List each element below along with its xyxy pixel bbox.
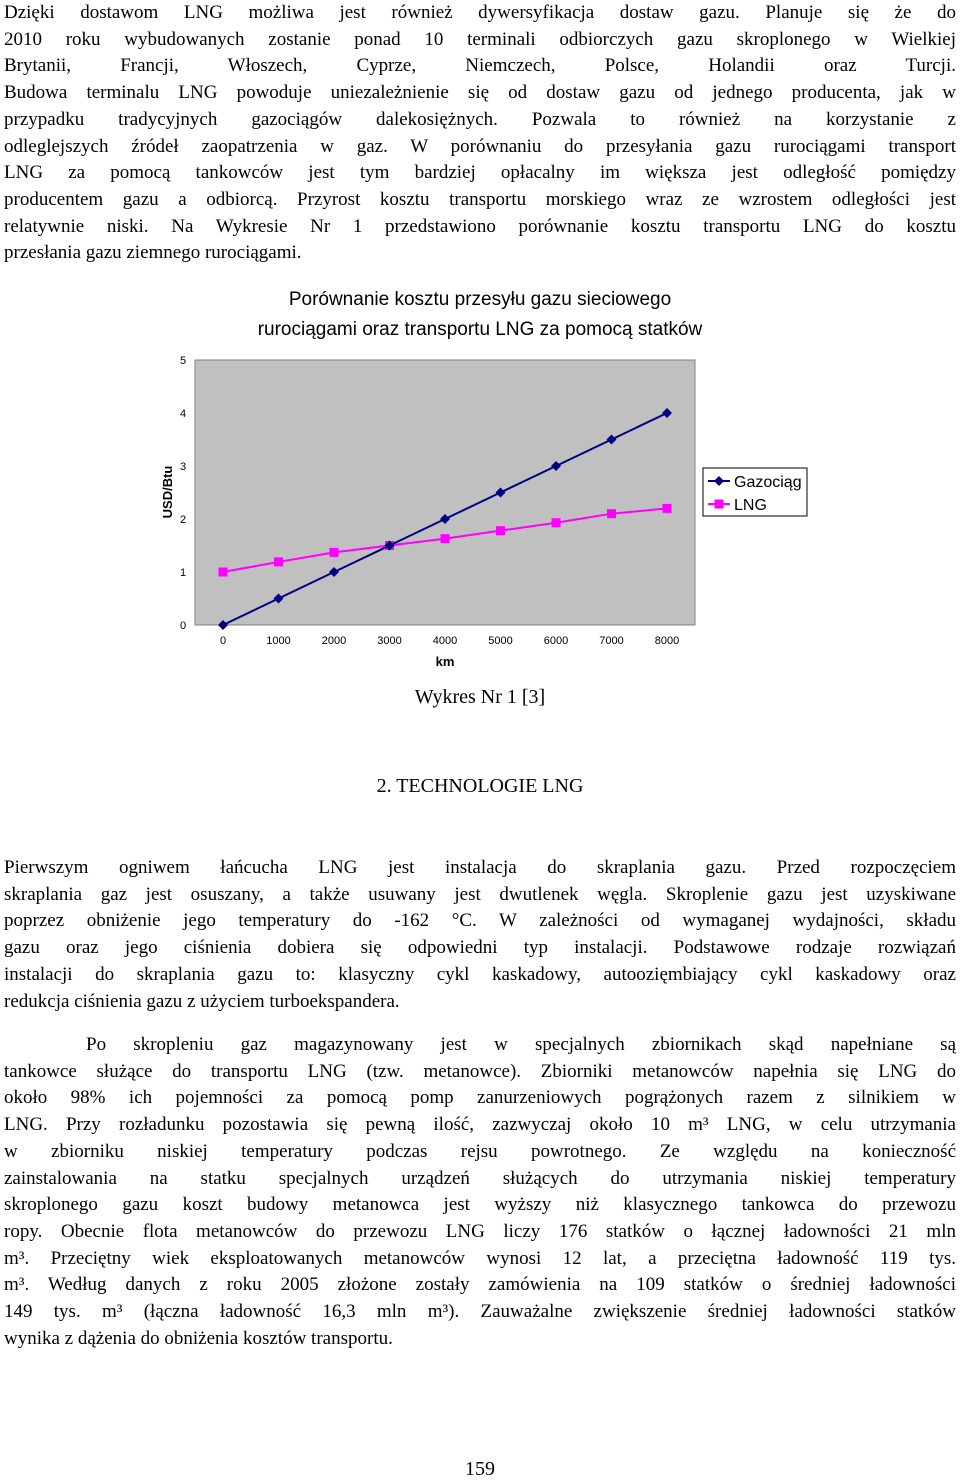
lng-series-point xyxy=(274,557,283,566)
x-tick-label: 3000 xyxy=(377,635,402,647)
lng-series-point xyxy=(663,504,672,513)
chart-caption: Wykres Nr 1 [3] xyxy=(414,686,546,708)
lng-series-point xyxy=(219,568,228,577)
text-line: instalacji do skraplania gazu to: klasyczny cykl kaskadowy, autoozięmbiający cykl kaskadowy oraz xyxy=(4,963,956,985)
storage-paragraph xyxy=(4,1032,956,1352)
text-line: skroplonego gazu koszt budowy metanowca jest wyższy niż klasycznego tankowca do przewozu xyxy=(4,1194,956,1216)
text-line: LNG. Przy rozładunku pozostawia się pewną ilość, zazwyczaj około 10 m³ LNG, w celu utrzymania xyxy=(4,1114,956,1136)
legend-lng-marker xyxy=(715,500,724,509)
lng-series-point xyxy=(607,509,616,518)
technology-paragraph xyxy=(4,855,956,1015)
page-number: 159 xyxy=(465,1458,495,1480)
y-tick-label: 1 xyxy=(179,567,187,579)
chart-title-line-2: rurociągami oraz transportu LNG za pomocą statków xyxy=(257,319,703,340)
lng-series-point xyxy=(496,526,505,535)
text-line: przypadku tradycyjnych gazociągów dalekosiężnych. Pozwala to również na korzystanie z xyxy=(4,108,956,130)
text-line: ropy. Obecnie flota metanowców do przewozu LNG liczy 176 statków o łącznej ładowności 21 mln xyxy=(4,1220,956,1242)
text-line: skraplania gaz jest osuszany, a także usuwany jest dwutlenek węgla. Skroplenie gazu jest uzyskiwane xyxy=(4,883,956,905)
chart-title-line-1: Porównanie kosztu przesyłu gazu sieciowego xyxy=(288,289,672,310)
text-line: Po skropleniu gaz magazynowany jest w specjalnych zbiornikach skąd napełniane są xyxy=(86,1034,956,1055)
text-line: odleglejszych źródeł zaopatrzenia w gaz. W porównaniu do przesyłania gazu rurociągami transport xyxy=(4,135,956,157)
x-tick-label: 4000 xyxy=(432,635,458,647)
text-line: Brytanii, Francji, Włoszech, Cyprze, Niemczech, Polsce, Holandii oraz Turcji. xyxy=(4,55,956,77)
text-line: około 98% ich pojemności za pomocą pomp zanurzeniowych pogrążonych razem z silnikiem w xyxy=(4,1087,956,1109)
x-tick-label: 2000 xyxy=(321,635,347,647)
text-line: Pierwszym ogniwem łańcucha LNG jest instalacja do skraplania gazu. Przed rozpoczęciem xyxy=(4,857,956,878)
y-tick-label: 2 xyxy=(179,514,187,526)
lng-series-point xyxy=(330,548,339,557)
legend-gazociag-label: Gazociąg xyxy=(734,474,802,491)
cost-comparison-chart xyxy=(0,0,960,700)
legend-lng-label: LNG xyxy=(734,497,767,514)
text-line: m³. Według danych z roku 2005 złożone zostały zamówienia na 109 statków o średniej ładowności xyxy=(4,1274,956,1296)
y-axis-label: USD/Btu xyxy=(160,465,175,519)
text-line: zainstalowania na statku specjalnych urządzeń służących do utrzymania niskiej temperatury xyxy=(4,1167,956,1189)
section-heading: 2. TECHNOLOGIE LNG xyxy=(376,775,584,797)
lng-series-point xyxy=(552,518,561,527)
x-tick-label: 6000 xyxy=(543,635,569,647)
text-line: poprzez obniżenie jego temperatury do -162 °C. W zależności od wymaganej wydajności, składu xyxy=(4,910,956,932)
x-tick-label: 1000 xyxy=(266,635,291,647)
text-line: Budowa terminalu LNG powoduje uniezależnienie się od dostaw gazu od jednego producenta, jak w xyxy=(4,82,956,104)
text-line: m³. Przeciętny wiek eksploatowanych metanowców wynosi 12 lat, a przeciętna ładowność 119 tys. xyxy=(4,1247,956,1269)
text-line: w zbiorniku niskiej temperatury podczas rejsu powrotnego. Ze względu na konieczność xyxy=(4,1140,956,1162)
x-tick-label: 5000 xyxy=(488,635,513,647)
text-line: redukcja ciśnienia gazu z użyciem turboekspandera. xyxy=(4,990,400,1012)
y-tick-label: 4 xyxy=(179,408,187,420)
y-tick-label: 5 xyxy=(179,355,187,367)
plot-area xyxy=(195,360,695,625)
text-line: przesłania gazu ziemnego rurociągami. xyxy=(4,242,302,264)
text-line: 149 tys. m³ (łączna ładowność 16,3 mln m³). Zauważalne zwiększenie średniej ładowności statków xyxy=(4,1301,956,1323)
text-line: LNG za pomocą tankowców jest tym bardziej opłacalny im większa jest odległość pomiędzy xyxy=(4,162,956,184)
lng-series-point xyxy=(441,534,450,543)
y-tick-label: 3 xyxy=(179,461,187,473)
text-line: tankowce służące do transportu LNG (tzw. metanowce). Zbiorniki metanowców napełnia się LNG do xyxy=(4,1060,956,1082)
x-tick-label: 8000 xyxy=(654,635,680,647)
text-line: Dzięki dostawom LNG możliwa jest również dywersyfikacja dostaw gazu. Planuje się że do xyxy=(4,2,956,23)
x-tick-label: 0 xyxy=(219,635,227,647)
text-line: gazu oraz jego ciśnienia dobiera się odpowiedni typ instalacji. Podstawowe rodzaje rozwiązań xyxy=(4,937,956,959)
x-axis-label: km xyxy=(435,654,455,669)
text-line: relatywnie niski. Na Wykresie Nr 1 przedstawiono porównanie kosztu transportu LNG do kosztu xyxy=(4,215,956,237)
y-tick-label: 0 xyxy=(179,620,187,632)
text-line: 2010 roku wybudowanych zostanie ponad 10 terminali odbiorczych gazu skroplonego w Wielkiej xyxy=(4,28,956,50)
text-line: producentem gazu a odbiorcą. Przyrost kosztu transportu morskiego wraz ze wzrostem odległości jest xyxy=(4,188,956,210)
x-tick-label: 7000 xyxy=(599,635,624,647)
text-line: wynika z dążenia do obniżenia kosztów transportu. xyxy=(4,1327,393,1349)
